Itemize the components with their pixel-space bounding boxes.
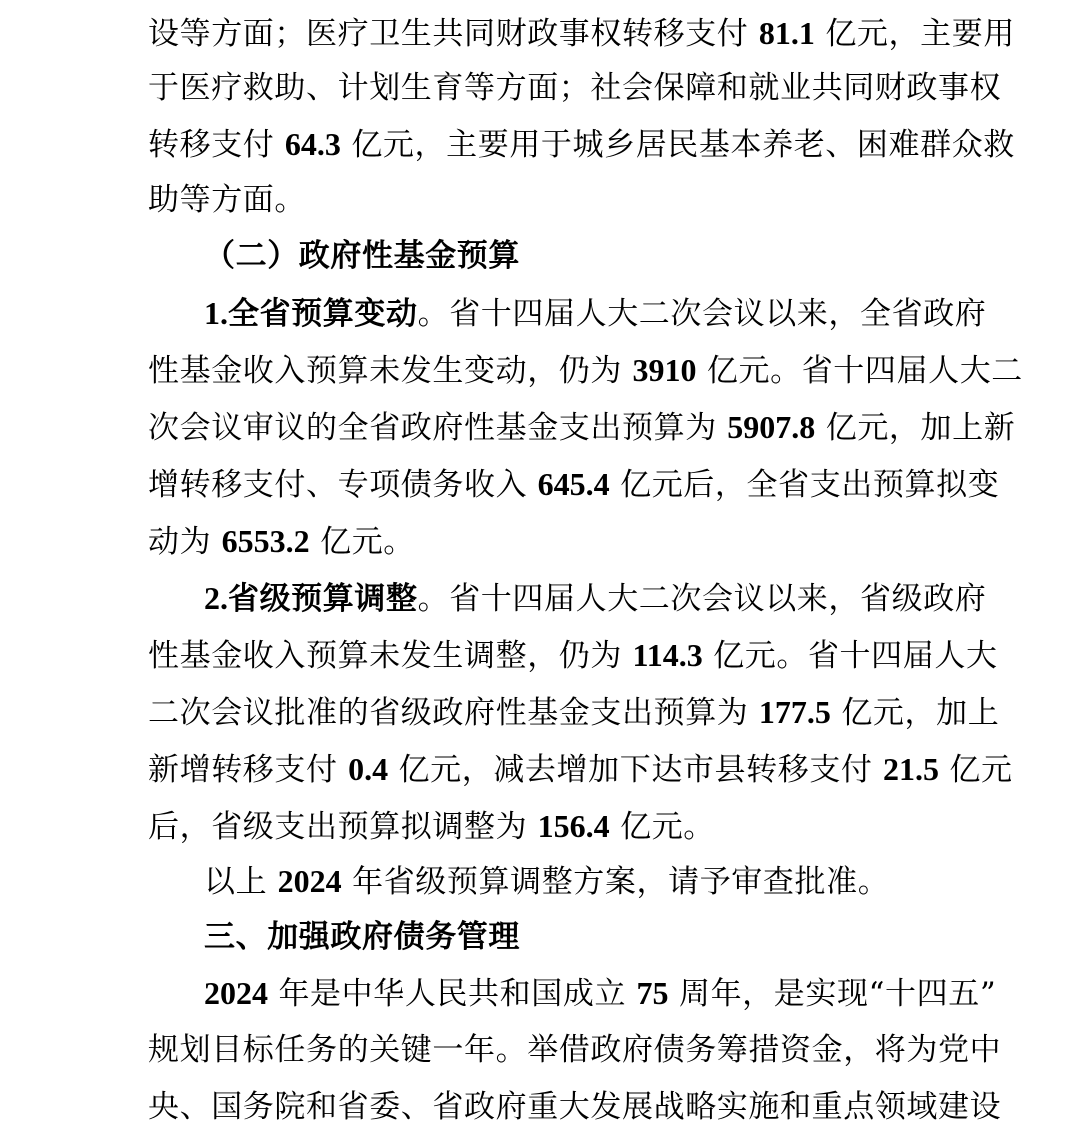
text-run: 二次会议批准的省级政府性基金支出预算为: [148, 695, 759, 731]
text-run: 亿元，减去增加下达市县转移支付: [388, 752, 883, 788]
number-value: 2.: [204, 580, 228, 616]
text-run: 亿元，主要用: [814, 16, 1015, 52]
text-run: 性基金收入预算未发生变动，仍为: [148, 353, 633, 389]
number-value: 156.4: [537, 808, 610, 844]
number-value: 81.1: [758, 15, 815, 51]
text-run: 亿元后，全省支出预算拟变: [609, 467, 1000, 503]
number-value: 5907.8: [727, 409, 816, 445]
text-line: [148, 464, 1000, 504]
number-value: 177.5: [758, 694, 831, 730]
number-value: 2024: [204, 975, 268, 1011]
chapter-heading: [204, 917, 994, 957]
bold-text: 全省预算变动: [228, 296, 418, 332]
text-run: 亿元，加上新: [815, 410, 1016, 446]
text-line: [148, 692, 1000, 732]
number-value: 1.: [204, 295, 228, 331]
text-line: [204, 861, 938, 901]
text-run: 年省级预算调整方案，请予审查批准。: [341, 864, 890, 900]
text-run: 以上: [204, 864, 278, 900]
number-value: 114.3: [632, 637, 703, 673]
text-line: [204, 973, 997, 1013]
text-run: 。省十四届人大二次会议以来，省级政府: [417, 581, 987, 617]
text-run: 后，省级支出预算拟调整为: [148, 809, 538, 845]
text-run: 亿元，加上: [830, 695, 1000, 731]
text-line: [148, 407, 1016, 447]
text-line: [148, 521, 938, 561]
bold-text: 省级预算调整: [228, 581, 418, 617]
text-line: [148, 1030, 1002, 1070]
text-run: 转移支付: [148, 127, 285, 163]
text-run: 亿元。省十四届人大二: [696, 353, 1023, 389]
number-value: 6553.2: [221, 523, 310, 559]
subsection-heading-line: [204, 578, 987, 618]
text-line: [148, 635, 998, 675]
text-run: 亿元。: [309, 524, 415, 560]
number-value: 75: [636, 975, 669, 1011]
text-line: [148, 13, 1015, 53]
text-line: [148, 124, 1015, 164]
text-run: 性基金收入预算未发生调整，仍为: [148, 638, 633, 674]
text-line: [148, 180, 938, 220]
bold-text: 三、加强政府债务管理: [204, 919, 520, 955]
text-run: 于医疗救助、计划生育等方面；社会保障和就业共同财政事权: [148, 70, 1002, 106]
text-run: 新增转移支付: [148, 752, 349, 788]
text-run: 设等方面；医疗卫生共同财政事权转移支付: [148, 16, 759, 52]
text-line: [148, 749, 1013, 789]
text-line: [148, 806, 938, 846]
text-line: [148, 1087, 1002, 1127]
subsection-heading-line: [204, 293, 987, 333]
text-run: 次会议审议的全省政府性基金支出预算为: [148, 410, 728, 446]
number-value: 0.4: [348, 751, 389, 787]
number-value: 64.3: [284, 126, 341, 162]
text-run: 亿元: [938, 752, 1013, 788]
text-run: 亿元。: [609, 809, 715, 845]
text-run: 规划目标任务的关键一年。举借政府债务筹措资金，将为党中: [148, 1032, 1002, 1068]
text-run: 亿元，主要用于城乡居民基本养老、困难群众救: [340, 127, 1015, 163]
text-run: 助等方面。: [148, 182, 306, 218]
text-run: 年是中华人民共和国成立: [268, 976, 637, 1012]
text-run: 增转移支付、专项债务收入: [148, 467, 538, 503]
text-run: 周年，是实现“十四五”: [668, 976, 997, 1012]
text-line: [148, 350, 1023, 390]
text-run: （二）政府性基金预算: [204, 238, 520, 274]
text-run: 。省十四届人大二次会议以来，全省政府: [417, 296, 987, 332]
text-run: 动为: [148, 524, 222, 560]
number-value: 3910: [632, 352, 697, 388]
text-line: [148, 68, 1002, 108]
number-value: 645.4: [537, 466, 610, 502]
number-value: 2024: [277, 863, 342, 899]
text-run: 亿元。省十四届人大: [702, 638, 998, 674]
number-value: 21.5: [882, 751, 939, 787]
text-run: 央、国务院和省委、省政府重大发展战略实施和重点领域建设: [148, 1089, 1002, 1125]
section-heading: [204, 236, 994, 276]
